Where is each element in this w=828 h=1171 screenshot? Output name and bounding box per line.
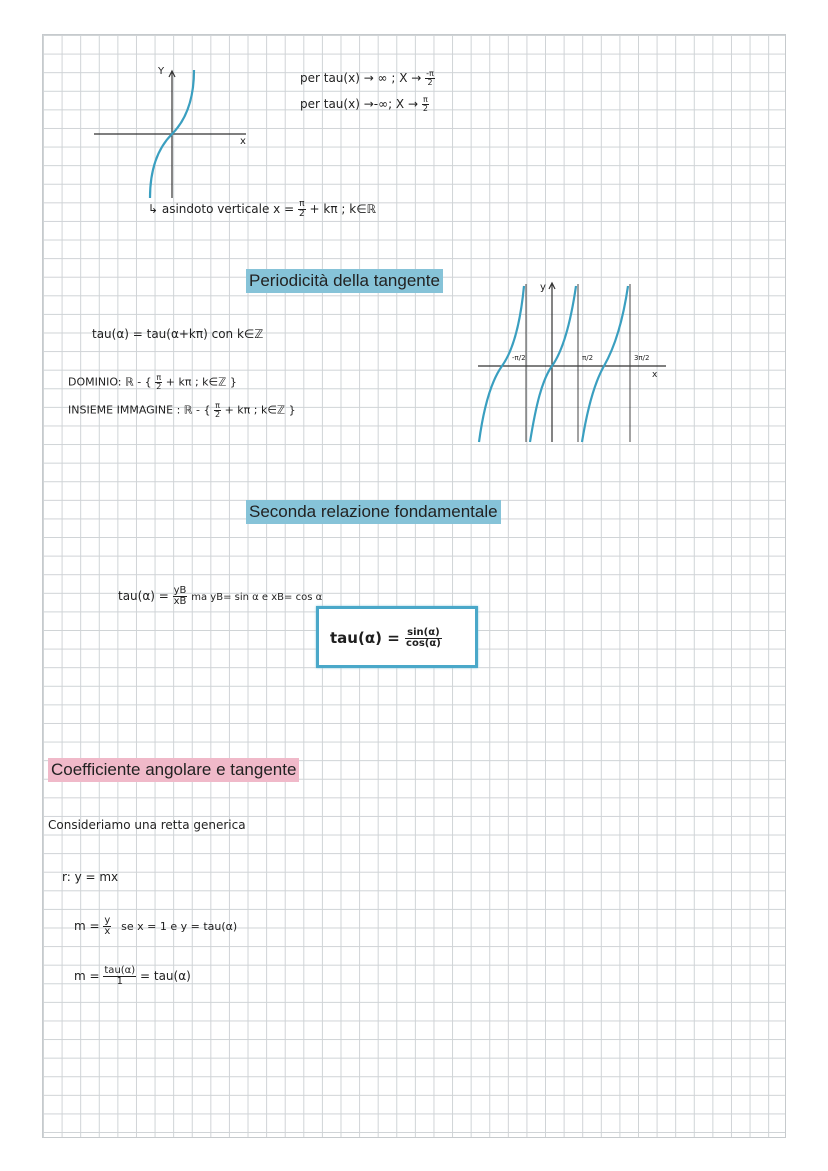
tangent-branch-1 <box>479 286 524 442</box>
tangent-graph-small <box>90 66 260 206</box>
section-title-periodicity: Periodicità della tangente <box>246 269 443 293</box>
section-title-angular: Coefficiente angolare e tangente <box>48 758 299 782</box>
section-title-second-relation: Seconda relazione fondamentale <box>246 500 501 524</box>
graph2-tick-3pi-half: 3π/2 <box>634 354 650 362</box>
graph1-x-label: x <box>240 136 246 147</box>
intro-sentence: Consideriamo una retta generica <box>48 818 246 832</box>
graph2-x-label: x <box>652 370 658 380</box>
asymptote-note: ↳ asindoto verticale x = $\frac{\pi}{2}$ + kπ ; k∈ℝ <box>148 199 377 219</box>
line-equation: r: y = mx <box>62 870 119 884</box>
slope-definition: m = $\frac{y}{x}$ se x = 1 e y = tau(α) <box>74 915 238 937</box>
slope-result: m = $\frac{\text{tau(α)}}{1}$ = tau(α) <box>74 965 191 987</box>
tangent-branch-3 <box>582 286 628 442</box>
domain-line: DOMINIO: ℝ - { $\frac{\pi}{2}$ + kπ ; k∈ℤ } <box>68 373 237 391</box>
boxed-formula-text: tau(α) = $\frac{\sin(\alpha)}{\cos(\alpha)}$ <box>330 627 441 649</box>
tangent-definition: tau(α) = $\frac{yB}{xB}$ ma yB= sin α e xB= cos α <box>118 585 323 607</box>
graph2-y-label: y <box>540 282 546 293</box>
graph2-tick-pi-half: π/2 <box>582 354 594 362</box>
image-set-line: INSIEME IMMAGINE : ℝ - { $\frac{\pi}{2}$ + kπ ; k∈ℤ } <box>68 401 296 419</box>
limit-line-2: per tau(x) →-∞; X → $\frac{\pi}{2}$ <box>300 95 428 113</box>
tangent-graph-periodic <box>476 280 676 445</box>
graph2-tick-neg-pi-half: -π/2 <box>512 354 526 362</box>
limit-line-1: per tau(x) → ∞ ; X → $\frac{-\pi}{2}$ <box>300 69 434 87</box>
tangent-branch-2 <box>530 286 576 442</box>
graph1-y-label: Y <box>158 66 165 77</box>
periodicity-identity: tau(α) = tau(α+kπ) con k∈ℤ <box>92 327 264 341</box>
